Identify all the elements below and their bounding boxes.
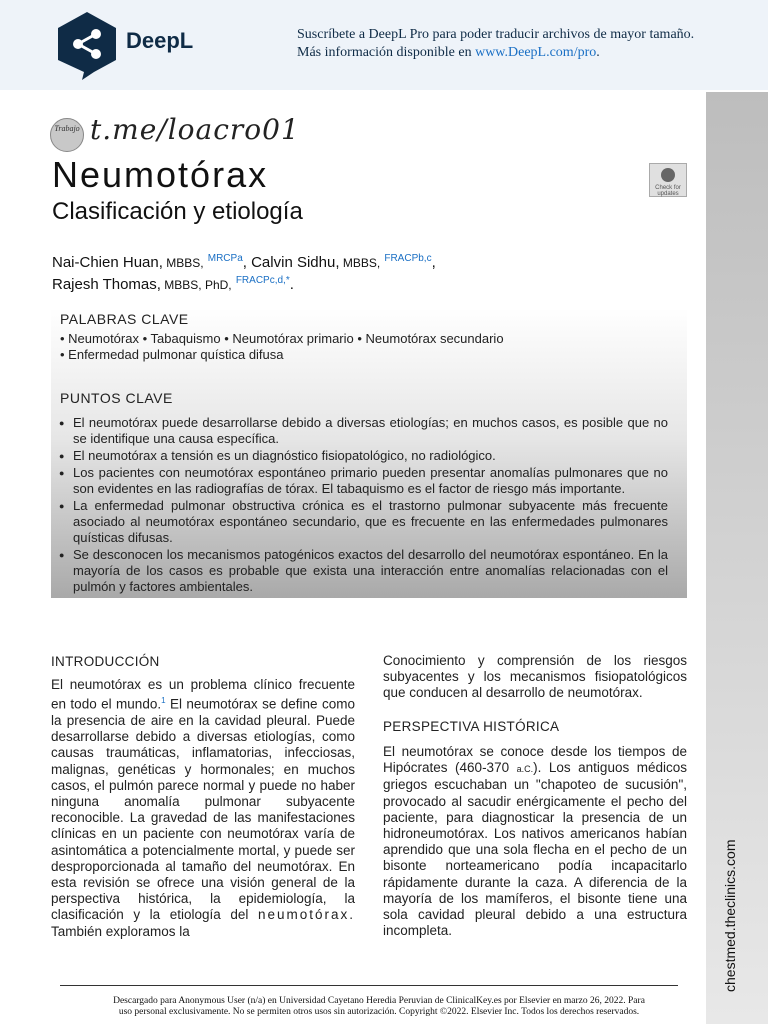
download-notice (74, 996, 684, 1018)
author-line-2 (52, 272, 436, 294)
deepl-pro-link[interactable]: www.DeepL.com/pro (475, 45, 597, 60)
deepl-banner (0, 0, 768, 90)
author-degree: MBBS, (162, 256, 204, 270)
key-point: ● Los pacientes con neumotórax espontáneo primario pueden presentar anomalías pulmonares que no son evidentes en las radiografías de tórax. El tabaquismo es el factor de riesgo más importante. (58, 465, 668, 497)
deepl-brand[interactable]: DeepL (126, 28, 194, 53)
article-subtitle: Clasificación y etiología (52, 198, 303, 225)
key-points-list (58, 415, 668, 596)
author-affiliation[interactable]: FRACPc,d,* (235, 275, 290, 286)
intro-text: También exploramos la (51, 923, 190, 939)
download-notice-line: uso personal exclusivamente. No se permiten otros usos sin autorización. Copyright ©2022. Elsevier Inc. Todos los derechos reservados. (118, 1007, 640, 1017)
promo-line-2 (297, 44, 747, 62)
keywords-line: • Neumotórax • Tabaquismo • Neumotórax primario • Neumotórax secundario (60, 331, 504, 346)
promo-suffix: . (596, 45, 600, 60)
author-list (52, 250, 436, 294)
author-degree: MBBS, (339, 256, 381, 270)
channel-handle: t.me/loacro01 (90, 113, 300, 146)
key-point: ● Se desconocen los mecanismos patogénicos exactos del desarrollo del neumotórax espontáneo. En la mayoría de los casos es probable que exista una interacción entre anomalías relacionadas con el pulmón y factores ambientales. (58, 547, 668, 595)
author-affiliation[interactable]: MRCPa (207, 253, 243, 264)
author-affiliation[interactable]: FRACPb,c (384, 253, 432, 264)
check-updates-label: Check for updates (655, 185, 681, 197)
key-point: ● El neumotórax puede desarrollarse debido a diversas etiologías; en muchos casos, es posible que no se identifique una causa específica. (58, 415, 668, 447)
download-notice-line: Descargado para Anonymous User (n/a) en Universidad Cayetano Heredia Peruvian de ClinicalKey.es por Elsevier en marzo 26, 2022. Para (113, 996, 645, 1006)
intro-text: El neumotórax es un problema clínico frecuente en todo el mundo. (51, 677, 355, 712)
keywords-heading: PALABRAS CLAVE (60, 311, 189, 327)
promo-line-1: Suscríbete a DeepL Pro para poder traducir archivos de mayor tamaño. (297, 27, 695, 42)
intro-heading: INTRODUCCIÓN (51, 654, 160, 669)
era-abbrev: a.C. (516, 764, 534, 775)
author-name: Rajesh Thomas, (52, 276, 161, 293)
keywords-line: • Enfermedad pulmonar quística difusa (60, 347, 284, 362)
promo-prefix: Más información disponible en (297, 45, 476, 60)
history-paragraph (383, 744, 687, 939)
article-title: Neumotórax (52, 154, 269, 195)
keywords-list (60, 331, 504, 363)
key-points-heading: PUNTOS CLAVE (60, 390, 173, 406)
citation-ref[interactable]: 1 (161, 696, 166, 706)
author-line-1 (52, 250, 436, 272)
check-updates-icon (661, 168, 675, 182)
intro-continued-paragraph: Conocimiento y comprensión de los riesgos subyacentes y los mecanismos fisiopatológicos que conducen al desarrollo de neumotórax. (383, 653, 687, 701)
author-sep: . (289, 276, 294, 293)
author-degree: MBBS, PhD, (160, 278, 232, 292)
deepl-promo (297, 26, 747, 62)
key-point: ● El neumotórax a tensión es un diagnóstico fisiopatológico, no radiológico. (58, 448, 668, 464)
footer-divider (60, 985, 678, 986)
deepl-logo-icon (54, 10, 120, 80)
key-point: ● La enfermedad pulmonar obstructiva crónica es el trastorno pulmonar subyacente más frecuente asociado al neumotórax espontáneo secundario, que es frecuente en las enfermedades pulmonares quísticas difusas. (58, 498, 668, 546)
author-name: Nai-Chien Huan, (52, 254, 163, 271)
author-name: , Calvin Sidhu, (242, 254, 340, 271)
channel-stamp-icon: Trabajo (50, 118, 84, 152)
intro-paragraph (51, 677, 355, 940)
history-text: ). Los antiguos médicos griegos escuchaban un "chapoteo de sucusión", provocado al sacudir enérgicamente el pecho del paciente, para diagnosticar la presencia de un hidroneumotórax. Los nativos americanos habían aprendido que una sola flecha en el pecho de un bisonte norteamericano podía incapacitarlo rápidamente durante la caza. A diferencia de la mayoría de los mamíferos, el bisonte tiene una sola cavidad pleural debido a una estructura incompleta. (383, 760, 687, 939)
author-sep: , (431, 254, 436, 271)
check-for-updates-badge[interactable] (649, 163, 687, 197)
intro-text: El neumotórax se define como la presencia de aire en la cavidad pleural. Puede desarrollarse debido a diversas etiologías, como causas traumáticas, inflamatorias, infecciosas, malignas, genéticas y hormonales; en muchos casos, el pulmón parece normal y puede no haber ninguna anomalía pulmonar subyacente reconocible. La gravedad de las manifestaciones clínicas en un paciente con neumotórax varía de asintomática a potencialmente mortal, y puede ser desproporcionada al tamaño del neumotórax. En esta revisión se ofrece una visión general de la perspectiva histórica, la epidemiología, la clasificación y la etiología del (51, 696, 355, 923)
history-text: El neumotórax se conoce desde los tiempos de Hipócrates (460-370 (383, 744, 687, 776)
journal-url[interactable]: chestmed.theclinics.com (722, 839, 738, 992)
intro-text-spaced: neumotórax. (257, 907, 355, 923)
history-heading: PERSPECTIVA HISTÓRICA (383, 719, 560, 734)
